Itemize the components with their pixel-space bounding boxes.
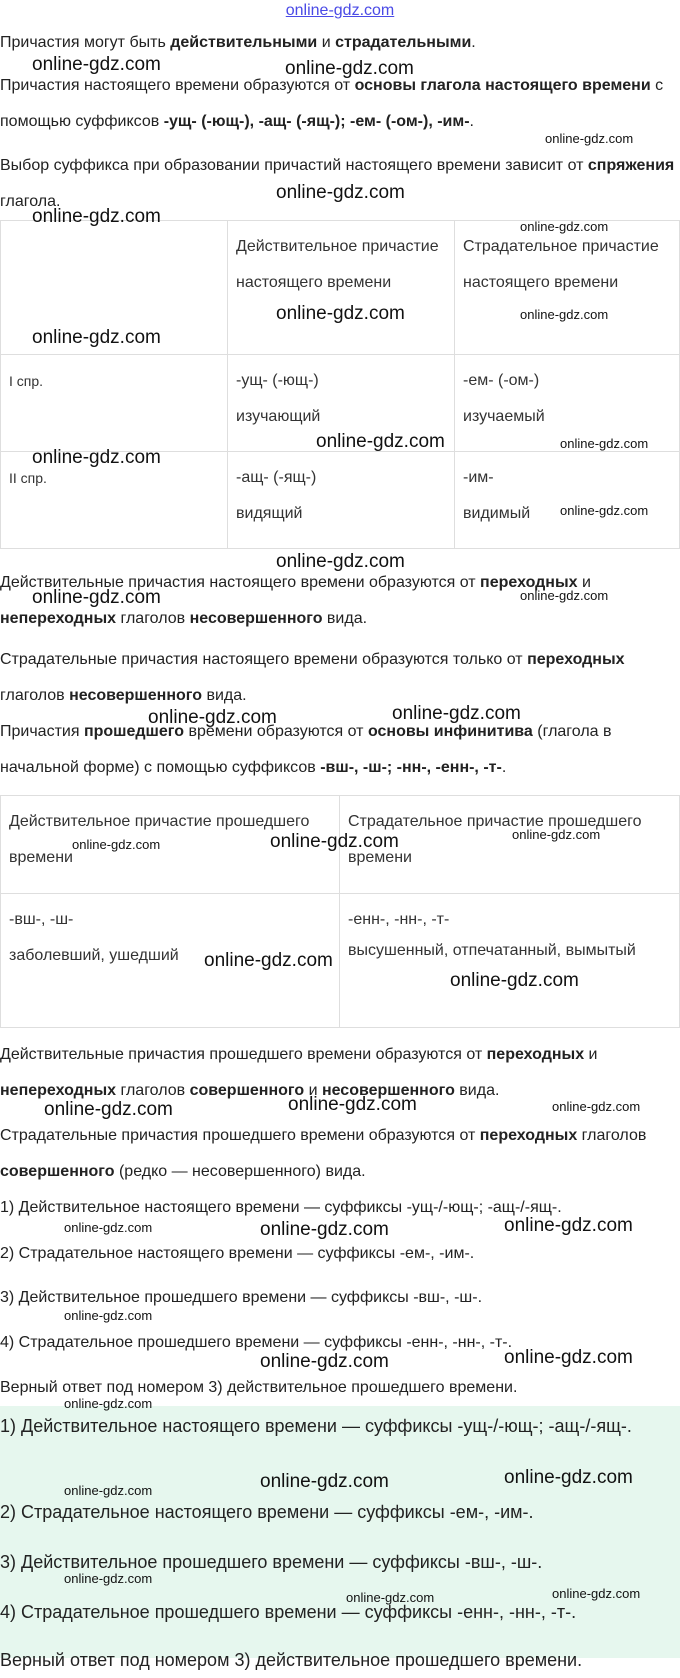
present-participles-table	[0, 220, 680, 549]
answer-option-2: 2) Страдательное настоящего времени — суффиксы -ем-, -им-.	[0, 1502, 534, 1522]
bold-text: основы инфинитива	[367, 723, 533, 740]
example: заболевший, ушедший	[9, 947, 179, 964]
text: глагола.	[0, 193, 61, 210]
text: и	[584, 1046, 598, 1063]
suffix: -ем- (-ом-)	[463, 372, 540, 389]
watermark: online-gdz.com	[316, 431, 445, 452]
watermark: online-gdz.com	[520, 219, 609, 234]
answer-block	[0, 1406, 680, 1670]
watermark: online-gdz.com	[44, 1099, 173, 1120]
bold-text: основы глагола настоящего времени	[354, 77, 651, 94]
table-row	[1, 894, 680, 1028]
table-cell	[228, 452, 455, 549]
table-cell: Действительное причастие прошедшего времени	[1, 796, 340, 894]
suffix: -им-	[463, 469, 494, 486]
watermark: online-gdz.com	[276, 303, 405, 324]
watermark: online-gdz.com	[260, 1219, 389, 1240]
text: Действительные причастия настоящего времени образуются от	[0, 574, 481, 591]
text: .	[501, 759, 507, 776]
bold-text: непереходных	[0, 1082, 117, 1099]
suffix: -ащ- (-ящ-)	[236, 469, 317, 486]
answer-option-3: 3) Действительное прошедшего времени — суффиксы -вш-, -ш-.	[0, 1552, 543, 1572]
watermark: online-gdz.com	[64, 1396, 153, 1411]
text: Причастия настоящего времени образуются от	[0, 77, 355, 94]
text: Причастия	[0, 723, 84, 740]
text: Выбор суффикса при образовании причастий настоящего времени зависит от	[0, 157, 588, 174]
watermark: online-gdz.com	[270, 831, 399, 852]
watermark: online-gdz.com	[520, 588, 609, 603]
text: глаголов	[116, 610, 190, 627]
suffix: -ущ- (-ющ-)	[236, 372, 319, 389]
text: вида.	[322, 610, 368, 627]
table-cell: Страдательное причастие настоящего времени	[455, 221, 680, 355]
site-link[interactable]: online-gdz.com	[285, 2, 395, 19]
bold-text: переходных	[479, 1127, 578, 1144]
suffix: -вш-, -ш-	[9, 911, 74, 928]
text: и	[577, 574, 591, 591]
text: .	[469, 113, 474, 130]
option-3: 3) Действительное прошедшего времени — суффиксы -вш-, -ш-.	[0, 1289, 483, 1306]
text: вида.	[202, 687, 247, 704]
text: Действительные причастия прошедшего времени образуются от	[0, 1046, 487, 1063]
text: Страдательные причастия прошедшего времени образуются от	[0, 1127, 480, 1144]
watermark: online-gdz.com	[148, 707, 277, 728]
bold-text: совершенного	[0, 1163, 115, 1180]
watermark: online-gdz.com	[392, 703, 521, 724]
watermark: online-gdz.com	[560, 503, 649, 518]
row-label: II спр.	[9, 470, 47, 486]
watermark: online-gdz.com	[260, 1351, 389, 1372]
answer-option-4: 4) Страдательное прошедшего времени — суффиксы -енн-, -нн-, -т-.	[0, 1602, 577, 1622]
watermark: online-gdz.com	[64, 1571, 153, 1586]
watermark: online-gdz.com	[504, 1347, 633, 1368]
table-cell	[455, 452, 680, 549]
option-4: 4) Страдательное прошедшего времени — суффиксы -енн-, -нн-, -т-.	[0, 1334, 513, 1351]
watermark: online-gdz.com	[276, 182, 405, 203]
text: с помощью суффиксов	[0, 77, 664, 130]
table-cell: Страдательное причастие прошедшего времени	[340, 796, 680, 894]
text: вида.	[454, 1082, 500, 1099]
answer-option-1: 1) Действительное настоящего времени — суффиксы -ущ-/-ющ-; -ащ-/-ящ-.	[0, 1416, 632, 1436]
watermark: online-gdz.com	[204, 950, 333, 971]
watermark: online-gdz.com	[504, 1215, 633, 1236]
text: и	[304, 1082, 322, 1099]
text: (глагола в начальной форме) с помощью суффиксов	[0, 723, 612, 776]
text: Страдательные причастия настоящего времени образуются только от	[0, 651, 528, 668]
suffix: -енн-, -нн-, -т-	[348, 911, 450, 928]
watermark: online-gdz.com	[32, 54, 161, 75]
watermark: online-gdz.com	[288, 1094, 417, 1115]
option-2: 2) Страдательное настоящего времени — суффиксы -ем-, -им-.	[0, 1245, 475, 1262]
watermark: online-gdz.com	[64, 1308, 153, 1323]
table-cell	[340, 894, 680, 1028]
bold-text: переходных	[480, 574, 578, 591]
watermark: online-gdz.com	[545, 131, 634, 146]
watermark: online-gdz.com	[552, 1099, 641, 1114]
example: изучаемый	[463, 408, 545, 425]
watermark: online-gdz.com	[560, 436, 649, 451]
watermark: online-gdz.com	[64, 1220, 153, 1235]
watermark: online-gdz.com	[450, 970, 579, 991]
bold-text: -ущ- (-ющ-), -ащ- (-ящ-); -ем- (-ом-), -им-	[163, 113, 470, 130]
watermark: online-gdz.com	[504, 1467, 633, 1488]
watermark: online-gdz.com	[64, 1483, 153, 1498]
watermark: online-gdz.com	[32, 447, 161, 468]
watermark: online-gdz.com	[346, 1590, 435, 1605]
bold-text: несовершенного	[69, 687, 202, 704]
watermark: online-gdz.com	[260, 1471, 389, 1492]
watermark: online-gdz.com	[285, 58, 414, 79]
example: видимый	[463, 505, 531, 522]
text: и	[317, 34, 336, 51]
watermark: online-gdz.com	[72, 837, 161, 852]
bold-text: прошедшего	[83, 723, 185, 740]
watermark: online-gdz.com	[32, 206, 161, 227]
bold-text: действительными	[170, 34, 318, 51]
bold-text: спряжения	[587, 157, 675, 174]
text: глаголов	[577, 1127, 647, 1144]
option-1: 1) Действительное настоящего времени — суффиксы -ущ-/-ющ-; -ащ-/-ящ-.	[0, 1199, 562, 1216]
bold-text: переходных	[486, 1046, 585, 1063]
bold-text: несовершенного	[189, 610, 323, 627]
table-cell	[1, 355, 228, 452]
watermark: online-gdz.com	[32, 587, 161, 608]
bold-text: непереходных	[0, 610, 117, 627]
text: глаголов	[0, 687, 70, 704]
example: высушенный, отпечатанный, вымытый	[348, 942, 636, 959]
text: .	[471, 34, 476, 51]
paragraph-5	[0, 642, 676, 714]
text: времени образуются от	[184, 723, 368, 740]
answer-block-line: Верный ответ под номером 3) действительное прошедшего времени.	[0, 1650, 583, 1670]
bold-text: -вш-, -ш-; -нн-, -енн-, -т-	[320, 759, 502, 776]
watermark: online-gdz.com	[552, 1586, 641, 1601]
watermark: online-gdz.com	[276, 551, 405, 572]
watermark: online-gdz.com	[512, 827, 601, 842]
watermark: online-gdz.com	[32, 327, 161, 348]
row-label: I спр.	[9, 373, 44, 389]
text: глаголов	[116, 1082, 190, 1099]
bold-text: несовершенного	[321, 1082, 455, 1099]
paragraph-6	[0, 714, 676, 786]
answer-line: Верный ответ под номером 3) действительное прошедшего времени.	[0, 1379, 518, 1396]
example: видящий	[236, 505, 303, 522]
example: изучающий	[236, 408, 321, 425]
watermark: online-gdz.com	[520, 307, 609, 322]
table-cell: Действительное причастие настоящего времени	[228, 221, 455, 355]
bold-text: страдательными	[335, 34, 472, 51]
text: Причастия могут быть	[0, 34, 171, 51]
bold-text: переходных	[527, 651, 625, 668]
bold-text: совершенного	[189, 1082, 305, 1099]
text: (редко — несовершенного) вида.	[114, 1163, 366, 1180]
paragraph-8	[0, 1118, 676, 1190]
